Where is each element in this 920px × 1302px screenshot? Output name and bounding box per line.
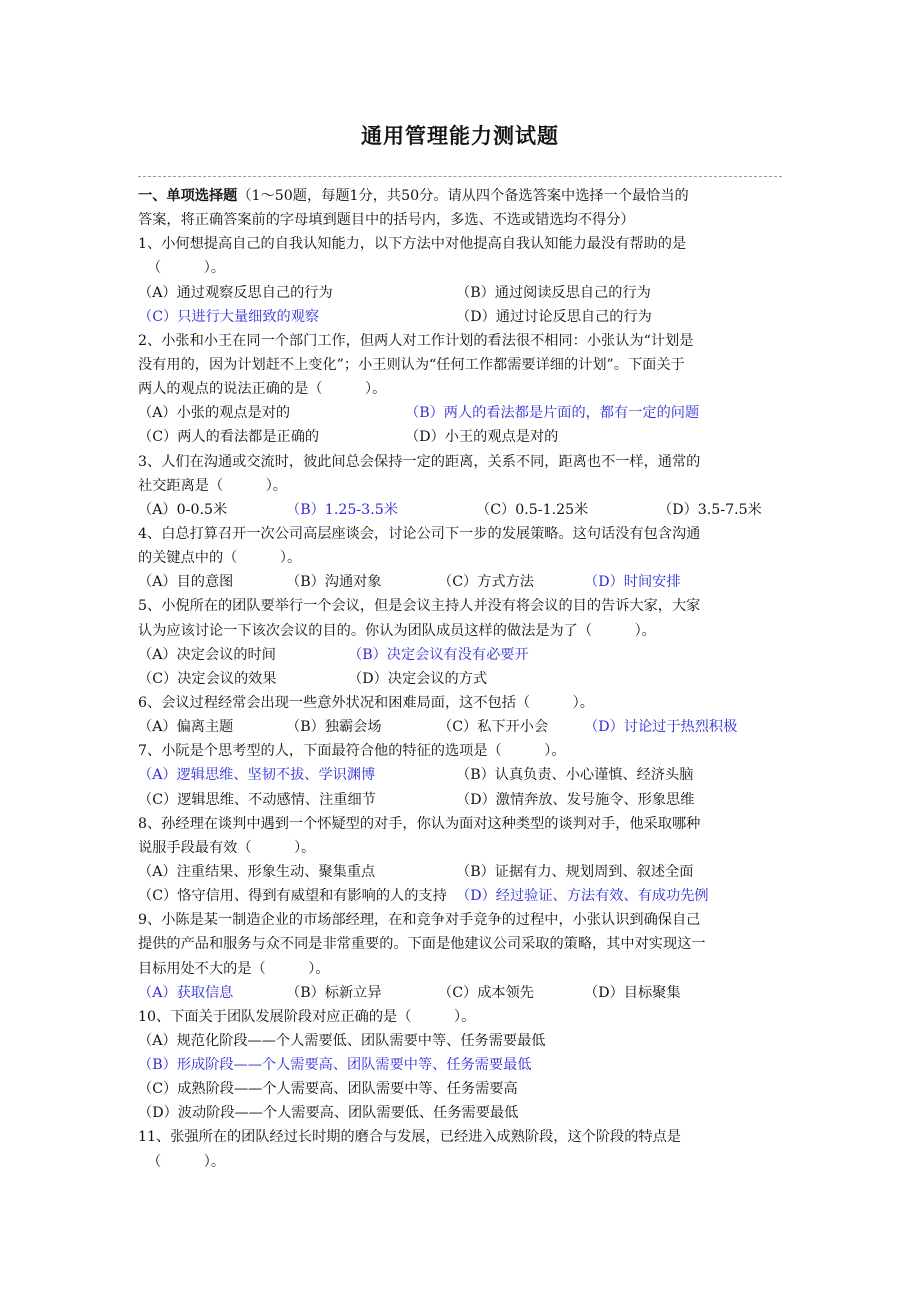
- question-stem-line: [138, 812, 788, 836]
- option-b: （B）通过阅读反思自己的行为: [456, 284, 651, 301]
- option-a: （A）规范化阶段——个人需要低、团队需要中等、任务需要最低: [138, 1032, 546, 1049]
- option-d: （D）讨论过于热烈积极: [584, 719, 738, 736]
- title-divider: [138, 176, 782, 177]
- option-d: （D）波动阶段——个人需要高、团队需要低、任务需要最低: [138, 1105, 519, 1122]
- option-row: [138, 884, 788, 908]
- question-stem-text: 10、下面关于团队发展阶段对应正确的是（ ）。: [138, 1008, 476, 1025]
- question-stem-text: 的关键点中的（ ）。: [138, 550, 302, 567]
- question-stem-line: [138, 1005, 788, 1029]
- section-intro-line: [138, 184, 788, 208]
- question-stem-text: 2、小张和小王在同一个部门工作，但两人对工作计划的看法很不相同：小张认为“计划是: [138, 332, 694, 349]
- option-row: [138, 1029, 788, 1053]
- option-row: [138, 305, 788, 329]
- option-a: （A）逻辑思维、坚韧不拔、学识渊博: [138, 767, 376, 784]
- option-b: （B）两人的看法都是片面的，都有一定的问题: [405, 405, 700, 422]
- option-d: （D）通过讨论反思自己的行为: [456, 308, 652, 325]
- question-stem-line: [138, 1150, 788, 1174]
- option-d: （D）激情奔放、发号施令、形象思维: [456, 791, 695, 808]
- option-a: （A）获取信息: [138, 984, 234, 1001]
- question-stem-text: 1、小何想提高自己的自我认知能力，以下方法中对他提高自我认知能力最没有帮助的是: [138, 236, 687, 253]
- option-row: [138, 498, 788, 522]
- section-intro-text: 答案，将正确答案前的字母填到题目中的括号内，多选、不选或错选均不得分）: [138, 212, 635, 229]
- question-stem-text: 社交距离是（ ）。: [138, 477, 287, 494]
- question-stem-text: （ ）。: [147, 260, 226, 277]
- option-c: （C）恪守信用、得到有威望和有影响的人的支持: [138, 888, 447, 905]
- question-stem-line: [138, 1125, 788, 1149]
- option-c: （C）成本领先: [438, 984, 534, 1001]
- option-d: （D）小王的观点是对的: [405, 429, 559, 446]
- option-a: （A）0-0.5米: [138, 501, 228, 518]
- question-stem-text: 认为应该讨论一下该次会议的目的。你认为团队成员这样的做法是为了（ ）。: [138, 622, 656, 639]
- question-stem-line: [138, 836, 788, 860]
- option-c: （C）决定会议的效果: [138, 670, 277, 687]
- section-heading: 一、单项选择题: [138, 188, 238, 204]
- question-stem-line: [138, 522, 788, 546]
- question-stem-line: [138, 619, 788, 643]
- option-a: （A）小张的观点是对的: [138, 405, 291, 422]
- question-stem-text: 没有用的，因为计划赶不上变化”；小王则认为“任何工作都需要详细的计划”。下面关于: [138, 356, 685, 373]
- option-row: [138, 715, 788, 739]
- option-d: （D）经过验证、方法有效、有成功先例: [456, 888, 709, 905]
- question-stem-text: 8、孙经理在谈判中遇到一个怀疑型的对手，你认为面对这种类型的谈判对手，他采取哪种: [138, 815, 701, 832]
- question-stem-line: [138, 329, 788, 353]
- option-row: [138, 425, 788, 449]
- question-stem-text: 5、小倪所在的团队要举行一个会议，但是会议主持人并没有将会议的目的告诉大家，大家: [138, 598, 701, 615]
- question-stem-text: 6、会议过程经常会出现一些意外状况和困难局面，这不包括（ ）。: [138, 694, 594, 711]
- option-a: （A）注重结果、形象生动、聚集重点: [138, 863, 376, 880]
- question-stem-line: [138, 353, 788, 377]
- option-row: [138, 281, 788, 305]
- question-stem-text: （ ）。: [147, 1153, 226, 1170]
- question-stem-text: 9、小陈是某一制造企业的市场部经理，在和竞争对手竞争的过程中，小张认识到确保自己: [138, 912, 701, 929]
- question-stem-line: [138, 546, 788, 570]
- option-c: （C）方式方法: [438, 574, 534, 591]
- question-stem-text: 7、小阮是个思考型的人，下面最符合他的特征的选项是（ ）。: [138, 743, 566, 760]
- option-c: （C）两人的看法都是正确的: [138, 429, 320, 446]
- option-c: （C）只进行大量细致的观察: [138, 308, 320, 325]
- question-stem-line: [138, 957, 788, 981]
- option-row: [138, 643, 788, 667]
- question-stem-text: 4、白总打算召开一次公司高层座谈会，讨论公司下一步的发展策略。这句话没有包含沟通: [138, 525, 701, 542]
- option-b: （B）沟通对象: [286, 574, 382, 591]
- option-d: （D）3.5-7.5米: [658, 501, 762, 518]
- question-list: [138, 184, 788, 1174]
- question-stem-text: 目标用处不大的是（ ）。: [138, 960, 330, 977]
- option-row: [138, 763, 788, 787]
- option-b: （B）1.25-3.5米: [286, 501, 398, 518]
- option-d: （D）决定会议的方式: [348, 670, 488, 687]
- option-c: （C）逻辑思维、不动感情、注重细节: [138, 791, 376, 808]
- question-stem-line: [138, 232, 788, 256]
- document-title: 通用管理能力测试题: [361, 124, 559, 148]
- question-stem-text: 两人的观点的说法正确的是（ ）。: [138, 381, 387, 398]
- question-stem-line: [138, 377, 788, 401]
- option-a: （A）偏离主题: [138, 719, 234, 736]
- question-stem-line: [138, 594, 788, 618]
- question-stem-text: 说服手段最有效（ ）。: [138, 839, 316, 856]
- option-row: [138, 981, 788, 1005]
- option-row: [138, 667, 788, 691]
- option-row: [138, 401, 788, 425]
- question-stem-text: 11、张强所在的团队经过长时期的磨合与发展，已经进入成熟阶段，这个阶段的特点是: [138, 1129, 681, 1146]
- option-d: （D）目标聚集: [584, 984, 681, 1001]
- question-stem-line: [138, 256, 788, 280]
- option-c: （C）0.5-1.25米: [476, 501, 589, 518]
- option-row: [138, 788, 788, 812]
- option-b: （B）认真负责、小心谨慎、经济头脑: [456, 767, 694, 784]
- option-a: （A）通过观察反思自己的行为: [138, 284, 333, 301]
- option-b: （B）标新立异: [286, 984, 382, 1001]
- question-stem-text: 3、人们在沟通或交流时，彼此间总会保持一定的距离，关系不同，距离也不一样，通常的: [138, 453, 701, 470]
- question-stem-line: [138, 474, 788, 498]
- question-stem-text: 提供的产品和服务与众不同是非常重要的。下面是他建议公司采取的策略，其中对实现这一: [138, 936, 706, 953]
- option-row: [138, 1053, 788, 1077]
- section-intro-text: （1～50题，每题1分，共50分。请从四个备选答案中选择一个最恰当的: [237, 188, 689, 204]
- question-stem-line: [138, 691, 788, 715]
- question-stem-line: [138, 450, 788, 474]
- option-row: [138, 1101, 788, 1125]
- option-b: （B）形成阶段——个人需要高、团队需要中等、任务需要最低: [138, 1057, 532, 1074]
- option-a: （A）目的意图: [138, 574, 234, 591]
- option-b: （B）决定会议有没有必要开: [348, 646, 529, 663]
- section-intro-line: [138, 208, 788, 232]
- option-c: （C）成熟阶段——个人需要高、团队需要中等、任务需要高: [138, 1081, 518, 1098]
- option-row: [138, 860, 788, 884]
- option-row: [138, 570, 788, 594]
- question-stem-line: [138, 739, 788, 763]
- option-row: [138, 1077, 788, 1101]
- question-stem-line: [138, 908, 788, 932]
- question-stem-line: [138, 932, 788, 956]
- option-a: （A）决定会议的时间: [138, 646, 276, 663]
- option-c: （C）私下开小会: [438, 719, 549, 736]
- option-b: （B）证据有力、规划周到、叙述全面: [456, 863, 694, 880]
- option-b: （B）独霸会场: [286, 719, 382, 736]
- option-d: （D）时间安排: [584, 574, 681, 591]
